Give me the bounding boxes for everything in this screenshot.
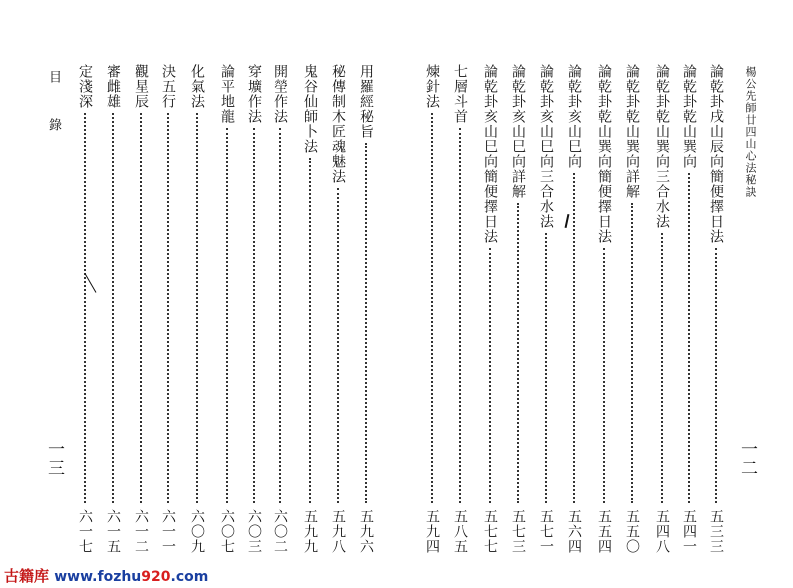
toc-entry-title: 秘傳制木匠魂魅法	[330, 64, 346, 184]
toc-entry-page: 五三三	[708, 509, 724, 554]
toc-entry-page: 五七一	[538, 509, 554, 554]
watermark-site: www.fozhu920.com	[54, 569, 209, 585]
toc-entry-title: 論乾卦亥山巳向	[566, 64, 582, 169]
toc-entry	[269, 64, 295, 554]
watermark-brand: 古籍库	[4, 567, 50, 585]
toc-leader-dots	[253, 128, 255, 503]
toc-entry-title: 決五行	[160, 64, 176, 109]
toc-leader-dots	[661, 233, 663, 503]
toc-leader-dots	[112, 113, 114, 503]
page-number-right: 一二	[737, 440, 757, 478]
toc-leader-dots	[688, 173, 690, 503]
toc-entry-title: 定淺深	[77, 64, 93, 109]
toc-entry-title: 七層斗首	[452, 64, 468, 124]
toc-entry	[621, 64, 647, 554]
toc-entry-page: 六〇九	[189, 509, 205, 554]
toc-entry-title: 論乾卦乾山巽向三合水法	[654, 64, 670, 229]
toc-entry	[593, 64, 619, 554]
toc-entry-page: 五九八	[330, 509, 346, 554]
toc-entry-page: 五九四	[424, 509, 440, 554]
toc-entry	[449, 64, 475, 554]
toc-leader-dots	[309, 158, 311, 503]
toc-leader-dots	[140, 113, 142, 503]
toc-entry-page: 五九六	[358, 509, 374, 554]
watermark-logo	[4, 566, 208, 586]
toc-entry-title: 觀星辰	[133, 64, 149, 109]
toc-leader-dots	[365, 143, 367, 503]
toc-entry-title: 用羅經秘旨	[358, 64, 374, 139]
toc-leader-dots	[573, 173, 575, 503]
toc-leader-dots	[603, 248, 605, 503]
toc-entry-title: 論乾卦亥山巳向三合水法	[538, 64, 554, 229]
toc-entry-title: 論乾卦亥山巳向詳解	[510, 64, 526, 199]
toc-entry	[421, 64, 447, 554]
toc-entry-page: 六一二	[133, 509, 149, 554]
page-number-left: 一三	[44, 440, 64, 478]
toc-entry	[705, 64, 731, 554]
toc-entry-page: 五九九	[302, 509, 318, 554]
toc-entry	[535, 64, 561, 554]
toc-entry	[243, 64, 269, 554]
toc-entry-title: 開塋作法	[272, 64, 288, 124]
toc-entry-page: 五五〇	[624, 509, 640, 554]
toc-entry-title: 化氣法	[189, 64, 205, 109]
toc-leader-dots	[279, 128, 281, 503]
toc-entry	[157, 64, 183, 554]
toc-entry	[130, 64, 156, 554]
toc-entry-title: 論乾卦乾山巽向	[681, 64, 697, 169]
toc-entry-page: 六一七	[77, 509, 93, 554]
toc-entry-page: 五四一	[681, 509, 697, 554]
toc-entry-page: 六〇二	[272, 509, 288, 554]
toc-entry	[327, 64, 353, 554]
toc-leader-dots	[337, 188, 339, 503]
toc-leader-dots	[545, 233, 547, 503]
toc-leader-dots	[167, 113, 169, 503]
toc-entry	[678, 64, 704, 554]
toc-entry	[479, 64, 505, 554]
toc-leader-dots	[84, 113, 86, 503]
toc-entry-title: 煉針法	[424, 64, 440, 109]
section-label: 目 錄	[46, 70, 61, 141]
toc-leader-dots	[517, 203, 519, 503]
toc-entry-title: 穿壙作法	[246, 64, 262, 124]
toc-entry-page: 六〇七	[219, 509, 235, 554]
toc-entry-page: 六一五	[105, 509, 121, 554]
toc-entry	[74, 64, 100, 554]
toc-leader-dots	[631, 203, 633, 503]
toc-entry	[651, 64, 677, 554]
toc-entry	[299, 64, 325, 554]
toc-entry-page: 五四八	[654, 509, 670, 554]
toc-entry-title: 論乾卦乾山巽向詳解	[624, 64, 640, 199]
watermark-bar	[0, 564, 793, 588]
toc-leader-dots	[196, 113, 198, 503]
toc-entry-page: 五六四	[566, 509, 582, 554]
toc-leader-dots	[715, 248, 717, 503]
book-title-header: 楊公先師廿四山心法秘訣	[744, 66, 757, 198]
toc-entry-page: 五七三	[510, 509, 526, 554]
toc-entry-page: 五八五	[452, 509, 468, 554]
toc-entry	[186, 64, 212, 554]
toc-entry	[216, 64, 242, 554]
toc-leader-dots	[459, 128, 461, 503]
toc-entry-title: 論平地龍	[219, 64, 235, 124]
toc-entry	[102, 64, 128, 554]
toc-entry-title: 鬼谷仙師卜法	[302, 64, 318, 154]
toc-entry-page: 六一一	[160, 509, 176, 554]
toc-entry	[507, 64, 533, 554]
toc-entry	[563, 64, 589, 554]
toc-leader-dots	[489, 248, 491, 503]
toc-entry-page: 五五四	[596, 509, 612, 554]
toc-entry-page: 六〇三	[246, 509, 262, 554]
toc-entry-title: 審雌雄	[105, 64, 121, 109]
toc-entry	[355, 64, 381, 554]
toc-entry-title: 論乾卦乾山巽向簡便擇日法	[596, 64, 612, 244]
toc-leader-dots	[431, 113, 433, 503]
toc-entry-page: 五七七	[482, 509, 498, 554]
toc-leader-dots	[226, 128, 228, 503]
toc-entry-title: 論乾卦戌山辰向簡便擇日法	[708, 64, 724, 244]
toc-entry-title: 論乾卦亥山巳向簡便擇日法	[482, 64, 498, 244]
